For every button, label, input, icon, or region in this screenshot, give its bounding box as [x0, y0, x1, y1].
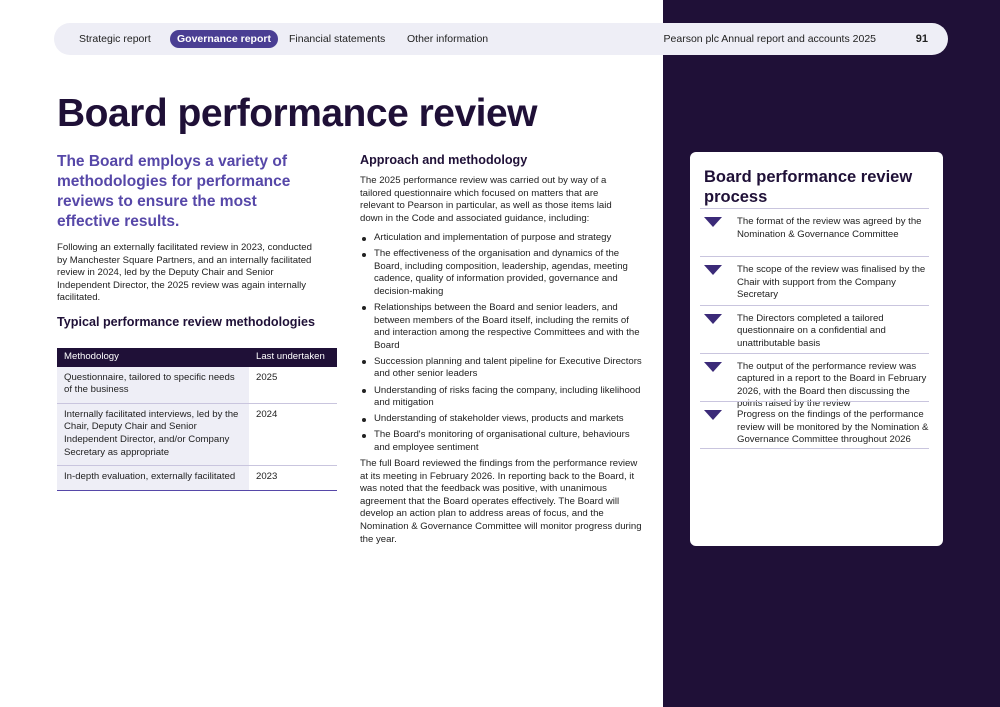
year-cell: 2024	[249, 403, 337, 465]
column-header-last-undertaken: Last undertaken	[249, 348, 337, 367]
list-item: The effectiveness of the organisation and dynamics of the Board, including composition, leadership, agendas, meeting cadence, quality of information provided, governance and decision-making	[360, 248, 642, 298]
page-number: 91	[915, 33, 928, 45]
document-title: Pearson plc Annual report and accounts 2025	[663, 33, 876, 45]
list-item: The Board's monitoring of organisational culture, behaviours and employee sentiment	[360, 429, 642, 454]
approach-conclusion-text: The full Board reviewed the findings from the performance review at its meeting in February 2026. In reporting back to the Board, it was noted that the feedback was positive, with unanimous agreement that the Board operates effectively. The Board will develop an action plan to address areas of focus, and the Nomination & Governance Committee will monitor progress during the year.	[360, 458, 642, 545]
top-navigation	[54, 23, 948, 55]
process-card	[690, 152, 943, 546]
process-step-text: Progress on the findings of the performance review will be monitored by the Nomination & Governance Committee throughout 2026	[737, 409, 929, 446]
nav-other-information[interactable]: Other information	[407, 33, 489, 45]
list-item: Articulation and implementation of purpose and strategy	[360, 232, 642, 245]
methodology-cell: Questionnaire, tailored to specific needs of the business	[57, 367, 249, 404]
methodologies-table	[57, 348, 337, 491]
chevron-down-icon	[704, 314, 722, 324]
nav-financial-statements[interactable]: Financial statements	[289, 33, 386, 45]
process-step	[700, 401, 929, 449]
process-title: Board performance review process	[704, 168, 913, 206]
chevron-down-icon	[704, 217, 722, 227]
methodology-cell: In-depth evaluation, externally facilitated	[57, 466, 249, 491]
intro-statement: The Board employs a variety of methodologies for performance reviews to ensure the most effective results.	[57, 153, 291, 230]
list-item: Relationships between the Board and senior leaders, and between members of the Board itself, including the remits of and interaction among the respective Committees and with the Board	[360, 302, 642, 352]
chevron-down-icon	[704, 410, 722, 420]
list-item: Understanding of risks facing the company, including likelihood and mitigation	[360, 385, 642, 410]
process-step-text: The format of the review was agreed by the Nomination & Governance Committee	[737, 216, 922, 240]
chevron-down-icon	[704, 265, 722, 275]
list-item: Understanding of stakeholder views, products and markets	[360, 413, 642, 426]
chevron-down-icon	[704, 362, 722, 372]
approach-heading: Approach and methodology	[360, 153, 528, 167]
table-row	[57, 466, 337, 491]
process-step	[700, 208, 929, 256]
nav-strategic-report[interactable]: Strategic report	[79, 33, 151, 45]
approach-intro-text: The 2025 performance review was carried out by way of a tailored questionnaire which focused on matters that are relevant to Pearson in particular, as well as those items laid down in the Code and associated guidance, including:	[360, 175, 612, 224]
year-cell: 2025	[249, 367, 337, 404]
column-header-methodology: Methodology	[57, 348, 249, 367]
approach-bullet-list	[360, 232, 642, 458]
process-step-text: The scope of the review was finalised by the Chair with support from the Company Secretary	[737, 264, 926, 301]
review-history-text: Following an externally facilitated review in 2023, conducted by Manchester Square Partners, and an internally facilitated review in 2024, led by the Deputy Chair and Senior Independent Director, the 2025 review was again internally facilitated.	[57, 242, 312, 304]
page-title: Board performance review	[57, 92, 538, 135]
methodology-cell: Internally facilitated interviews, led by the Chair, Deputy Chair and Senior Independent Director, and/or Company Secretary as appropriate	[57, 403, 249, 465]
methodologies-heading: Typical performance review methodologies	[57, 315, 316, 329]
process-step-text: The output of the performance review was captured in a report to the Board in February 2026, with the Board then discussing the points raised by the review	[737, 360, 927, 410]
list-item: Succession planning and talent pipeline for Executive Directors and other senior leaders	[360, 356, 642, 381]
year-cell: 2023	[249, 466, 337, 491]
process-steps	[700, 208, 929, 449]
process-step	[700, 305, 929, 353]
process-step	[700, 256, 929, 304]
process-step	[700, 353, 929, 410]
table-row	[57, 367, 337, 404]
table-row	[57, 403, 337, 465]
process-step-text: The Directors completed a tailored questionnaire on a confidential and unattributable basis	[737, 312, 886, 349]
nav-governance-report[interactable]: Governance report	[170, 30, 278, 48]
table-header-row	[57, 348, 337, 367]
